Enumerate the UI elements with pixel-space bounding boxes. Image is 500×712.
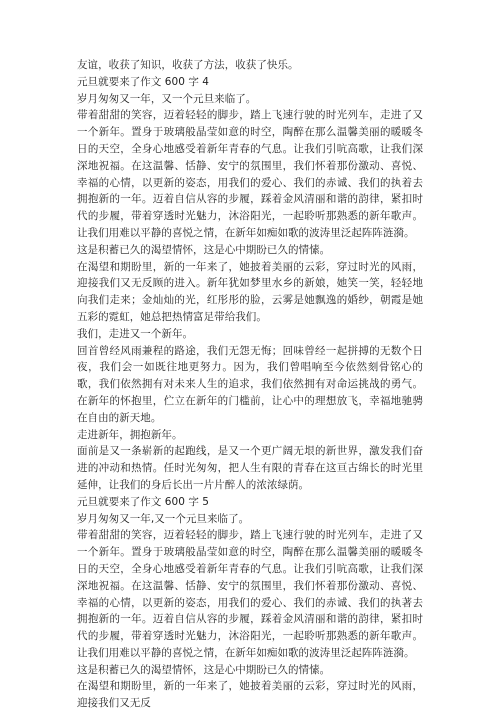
paragraph: 走进新年，拥抱新年。 xyxy=(77,428,183,441)
paragraph: 友谊，收获了知识，收获了方法，收获了快乐。 xyxy=(77,59,299,71)
paragraph: 在渴望和期盼里，新的一年来了，她披着美丽的云彩，穿过时光的风雨，迎接我们又无反顾的进入。新年犹如梦里水乡的新娘，她笑一笑，轻轻地向我们走来；金灿灿的光，红彤彤的脸，云雾是她飘逸的婚纱，朝霞是她五彩的霓虹，她总把热情富足带给我们。 xyxy=(77,260,423,323)
section-title: 元旦就要来了作文 600 字 5 xyxy=(77,495,210,508)
document-body xyxy=(77,57,423,712)
paragraph: 面前是又一条崭新的起跑线，是又一个更广阔无垠的新世界，激发我们奋进的冲动和热情。任时光匆匆，把人生有限的青春在这亘古绵长的时光里延伸，让我们的身后长出一片片醉人的浓浓绿荫。 xyxy=(77,445,423,491)
paragraph: 带着甜甜的笑容，迈着轻轻的脚步，踏上飞速行驶的时光列车，走进了又一个新年。置身于玻璃般晶莹如意的时空，陶醉在那么温馨美丽的暖暖冬日的天空，全身心地感受着新年青春的气息。让我们引吭高歌，让我们深深地祝福。在这温馨、恬静、安宁的氛围里，我们怀着那份激动、喜悦、幸福的心情，以更新的姿态，用我们的爱心、我们的赤诚、我们的执著去拥抱新的一年。迈着自信从容的步履，踩着金风清丽和谐的韵律，紧扣时代的步履，带着穿透时光魅力，沐浴阳光，一起聆听那熟悉的新年歌声。让我们用难以平静的喜悦之情，在新年如痴如歌的波涛里泛起阵阵涟漪。 xyxy=(77,529,423,659)
paragraph: 岁月匆匆又一年，又一个元旦来临了。 xyxy=(77,92,257,105)
paragraph: 在渴望和期盼里，新的一年来了，她披着美丽的云彩，穿过时光的风雨，迎接我们又无反 xyxy=(77,680,423,710)
paragraph: 我们，走进又一个新年。 xyxy=(77,327,194,340)
section-title: 元旦就要来了作文 600 字 4 xyxy=(77,75,210,88)
paragraph: 回首曾经风雨兼程的路途，我们无怨无悔；回味曾经一起拼搏的无数个日夜，我们会一如既往地更努力。因为，我们曾唱响至今依然刻骨铭心的歌，我们依然拥有对未来人生的追求，我们依然拥有对命运挑战的勇气。在新年的怀抱里，伫立在新年的门槛前，让心中的理想放飞，幸福地驰骋在自由的新天地。 xyxy=(77,344,423,424)
paragraph: 岁月匆匆又一年,又一个元旦来临了。 xyxy=(77,512,250,525)
paragraph: 这是积蓄已久的渴望情怀，这是心中期盼已久的情愫。 xyxy=(77,243,331,256)
paragraph: 带着甜甜的笑容，迈着轻轻的脚步，踏上飞速行驶的时光列车，走进了又一个新年。置身于玻璃般晶莹如意的时空，陶醉在那么温馨美丽的暖暖冬日的天空，全身心地感受着新年青春的气息。让我们引吭高歌，让我们深深地祝福。在这温馨、恬静、安宁的氛围里，我们怀着那份激动、喜悦、幸福的心情，以更新的姿态，用我们的爱心、我们的赤诚、我们的执着去拥抱新的一年。迈着自信从容的步履，踩着金风清丽和谐的韵律，紧扣时代的步履，带着穿透时光魅力，沐浴阳光，一起聆听那熟悉的新年歌声。让我们用难以平静的喜悦之情，在新年如痴如歌的波涛里泛起阵阵涟漪。 xyxy=(77,109,423,239)
paragraph: 这是积蓄已久的渴望情怀，这是心中期盼已久的情愫。 xyxy=(77,663,331,676)
